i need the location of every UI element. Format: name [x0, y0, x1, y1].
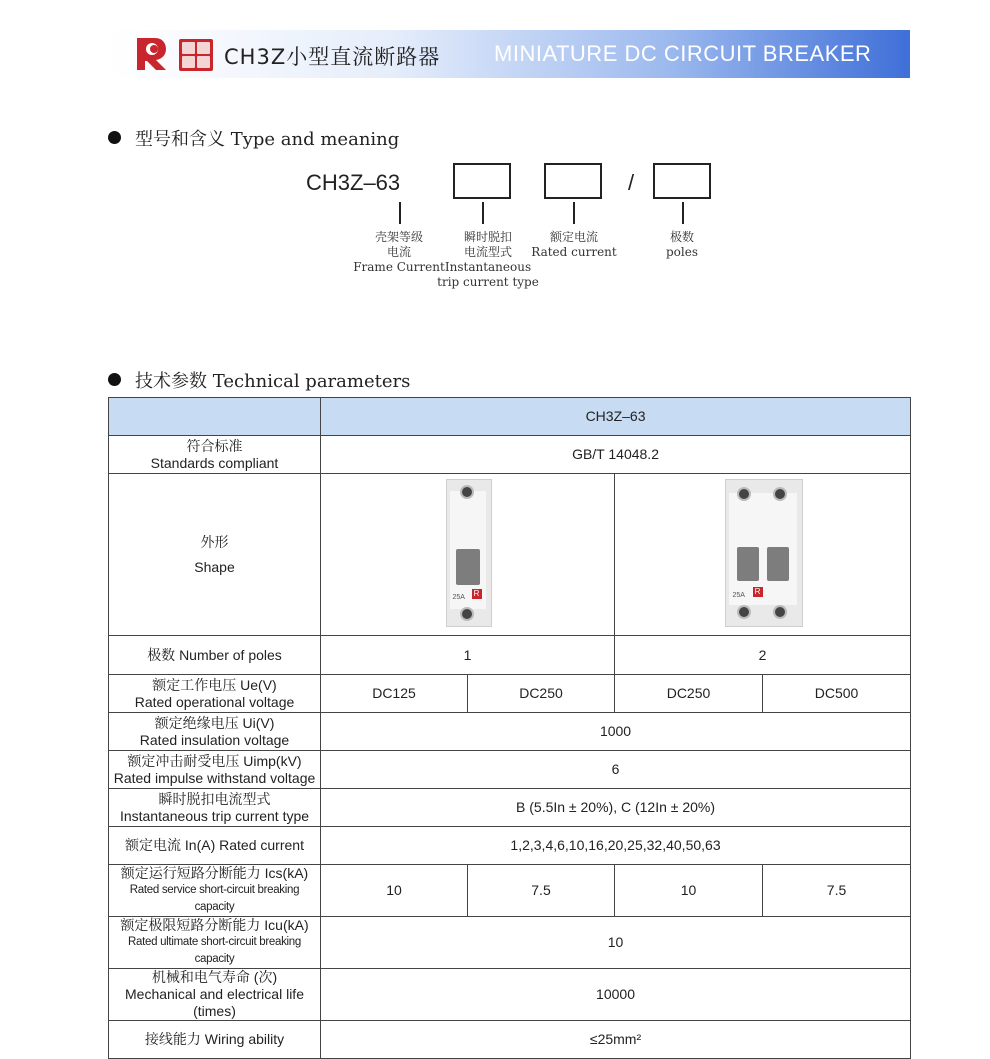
code-box-current — [544, 163, 602, 199]
row-value: 10 — [321, 917, 911, 969]
brand-r-logo — [135, 36, 167, 72]
row-label: 额定工作电压 Ue(V) Rated operational voltage — [109, 675, 321, 713]
row-label: 额定冲击耐受电压 Uimp(kV) Rated impulse withstand voltage — [109, 751, 321, 789]
row-label: 外形 Shape — [109, 474, 321, 636]
row-value: B (5.5In ± 20%), C (12In ± 20%) — [321, 789, 911, 827]
row-value: 1,2,3,4,6,10,16,20,25,32,40,50,63 — [321, 827, 911, 865]
model-header: CH3Z–63 — [321, 398, 911, 436]
label-poles: 极数 poles — [665, 230, 698, 259]
row-value: 1000 — [321, 713, 911, 751]
code-box-poles — [653, 163, 711, 199]
row-label: 额定绝缘电压 Ui(V) Rated insulation voltage — [109, 713, 321, 751]
row-value: DC500 — [763, 675, 911, 713]
pointer-line — [682, 202, 684, 224]
row-value: 7.5 — [763, 865, 911, 917]
label-rated-current: 额定电流 Rated current — [531, 230, 617, 259]
breaker-1pole-image: R 25A — [442, 479, 494, 627]
row-label: 机械和电气寿命 (次) Mechanical and electrical life (times) — [109, 969, 321, 1021]
label-trip-type: 瞬时脱扣 电流型式 Instantaneous trip current type — [437, 230, 539, 289]
brand-seal-logo — [179, 39, 213, 71]
table-header-row — [109, 398, 911, 436]
table-row — [109, 917, 911, 969]
shape-1pole-cell — [321, 474, 615, 636]
table-row — [109, 713, 911, 751]
tech-params-table — [108, 397, 911, 1059]
row-label: 瞬时脱扣电流型式 Instantaneous trip current type — [109, 789, 321, 827]
row-value: GB/T 14048.2 — [321, 436, 911, 474]
row-value: 10 — [615, 865, 763, 917]
table-row — [109, 751, 911, 789]
table-row — [109, 865, 911, 917]
table-row — [109, 675, 911, 713]
model-code: CH3Z–63 — [306, 170, 401, 195]
section-title-tech: 技术参数 Technical parameters — [108, 367, 410, 393]
row-label: 额定运行短路分断能力 Ics(kA) Rated service short-circuit breaking capacity — [109, 865, 321, 917]
header-banner — [107, 30, 910, 78]
row-value: 6 — [321, 751, 911, 789]
table-row — [109, 1021, 911, 1059]
row-value: DC250 — [468, 675, 615, 713]
shape-2pole-cell — [615, 474, 911, 636]
header-blank-cell — [109, 398, 321, 436]
row-value: 1 — [321, 636, 615, 675]
bullet-icon — [108, 131, 121, 144]
header-title-en: MINIATURE DC CIRCUIT BREAKER — [494, 41, 872, 66]
table-row — [109, 474, 911, 636]
code-slash: / — [628, 170, 635, 195]
pointer-line — [482, 202, 484, 224]
pointer-line — [573, 202, 575, 224]
bullet-icon — [108, 373, 121, 386]
breaker-2pole-image: R 25A — [723, 479, 803, 627]
table-row — [109, 789, 911, 827]
section-title-type: 型号和含义 Type and meaning — [108, 125, 399, 151]
row-value: 10000 — [321, 969, 911, 1021]
row-value: 2 — [615, 636, 911, 675]
table-row — [109, 436, 911, 474]
row-value: DC125 — [321, 675, 468, 713]
row-value: 10 — [321, 865, 468, 917]
row-value: 7.5 — [468, 865, 615, 917]
row-label: 额定电流 In(A) Rated current — [109, 827, 321, 865]
row-label: 额定极限短路分断能力 Icu(kA) Rated ultimate short-circuit breaking capacity — [109, 917, 321, 969]
row-label: 符合标准 Standards compliant — [109, 436, 321, 474]
table-row — [109, 636, 911, 675]
header-title-cn: CH3Z小型直流断路器 — [224, 45, 441, 69]
code-box-trip — [453, 163, 511, 199]
pointer-line — [399, 202, 401, 224]
row-value: ≤25mm² — [321, 1021, 911, 1059]
table-row — [109, 969, 911, 1021]
table-row — [109, 827, 911, 865]
label-frame-current: 壳架等级 电流 Frame Current — [353, 230, 445, 274]
row-label: 接线能力 Wiring ability — [109, 1021, 321, 1059]
row-label: 极数 Number of poles — [109, 636, 321, 675]
row-value: DC250 — [615, 675, 763, 713]
